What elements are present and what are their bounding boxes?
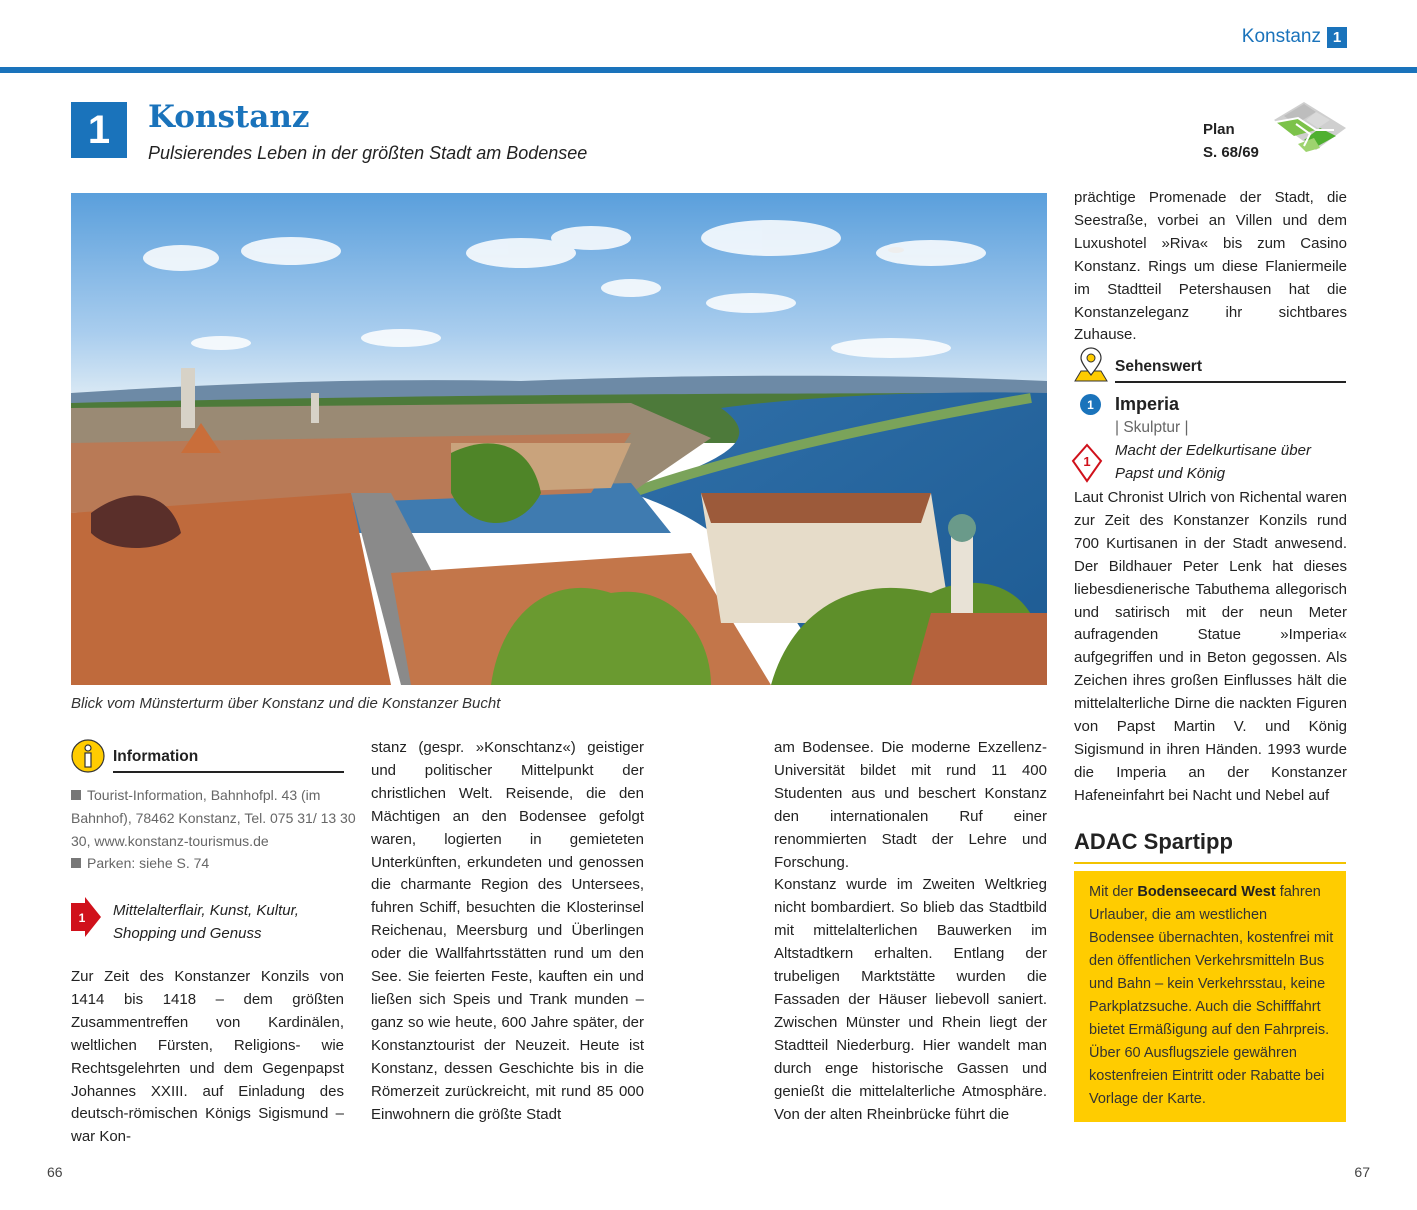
info-item: Tourist-Information, Bahnhofpl. 43 (im Bahnhof), 78462 Konstanz, Tel. 075 31/ 13 30 30, www.konstanz-tourismus.de xyxy=(71,787,356,849)
adac-highlight: Bodenseecard West xyxy=(1137,884,1276,900)
chapter-subtitle: Pulsierendes Leben in der größten Stadt am Bodensee xyxy=(148,143,588,163)
sight-type: | Skulptur | xyxy=(1115,419,1189,436)
info-list xyxy=(71,784,356,875)
city-map-icon xyxy=(1270,100,1348,158)
paragraph: prächtige Promenade der Stadt, die Seestraße, vorbei an Villen und dem Luxushotel »Riva« bis zum Casino Konstanz. Rings um diese Flaniermeile im Stadtteil Petershausen hat die Konstanzeleganz ihr sichtbares Zuhause. xyxy=(1074,189,1347,344)
page-number-right: 67 xyxy=(1354,1164,1370,1180)
paragraph: am Bodensee. Die moderne Exzellenz-Universität bildet mit rund 11 400 Studenten aus und beschert Konstanz den internationalen Ruf einer renommierten Stadt der Lehre und Forschung. xyxy=(774,739,1047,871)
sehenswert-rule xyxy=(1115,381,1346,383)
pin-number: 1 xyxy=(1083,454,1091,469)
body-column-3 xyxy=(774,737,1047,1126)
photo-caption: Blick vom Münsterturm über Konstanz und die Konstanzer Bucht xyxy=(71,695,501,712)
page-number-left: 66 xyxy=(47,1164,63,1180)
info-item: Parken: siehe S. 74 xyxy=(71,852,356,875)
plan-reference[interactable] xyxy=(1203,118,1259,164)
sight-description: Macht der Edelkurtisane über Papst und König xyxy=(1115,442,1311,482)
body-column-4 xyxy=(1074,187,1347,347)
running-head-title: Konstanz xyxy=(1241,26,1321,47)
sight-number-badge: 1 xyxy=(1080,394,1101,415)
running-head xyxy=(1242,26,1347,48)
paragraph: Zur Zeit des Konstanzer Konzils von 1414 bis 1418 – dem größten Zusammentreffen von Kardinälen, weltlichen Fürsten, Religions- wie Rechtsgelehrten und dem Gegenpapst Johannes XXIII. auf Einladung des deutsch-römischen Königs Sigismund – war Kon- xyxy=(71,968,344,1146)
chapter-number-badge: 1 xyxy=(71,102,127,158)
konstanz-panorama-photo xyxy=(71,193,1047,685)
info-icon xyxy=(71,739,105,773)
sight-name: Imperia xyxy=(1115,394,1180,414)
paragraph: Laut Chronist Ulrich von Richental waren zur Zeit des Konstanzer Konzils rund 700 Kurtisanen in der Stadt anwesend. Der Bildhauer Peter Lenk hat dieses liebesdienerische Tabuthema allegorisch und satirisch mit der neun Meter aufragenden Statue »Imperia« aufgegriffen und in Beton gegossen. Als Zeichen ihres großen Einflusses hält die mittelalterliche Dirne die nackten Figuren von Papst Martin V. und König Sigismund in ihren Händen. 1993 wurde die Imperia an der Konstanzer Hafeneinfahrt bei Nacht und Nebel auf xyxy=(1074,489,1347,804)
highlight-pin-icon xyxy=(1071,441,1103,483)
body-column-1 xyxy=(71,966,344,1149)
sight-location-icon xyxy=(1073,347,1109,383)
adac-spartipp-heading: ADAC Spartipp xyxy=(1074,829,1233,854)
paragraph: stanz (gespr. »Konschtanz«) geistiger und politischer Mittelpunkt der christlichen Welt. Reisende, die den Mächtigen an den Bodensee gefolgt waren, logierten in gemieteten Unterkünften, erkundeten und genossen die charmante Region des Untersees, fuhren Schiff, besuchten die Klosterinsel Reichenau, Meersburg und Überlingen oder die Wallfahrtsstätten rund um den See. Sie feierten Feste, kauften ein und ließen sich Speis und Trank munden – ganz so wie heute, 600 Jahre später, der Konstanztourist der Neuzeit. Heute ist Konstanz, dessen Geschichte bis in die Römerzeit zurückreicht, mit rund 85 000 Einwohnern die größte Stadt xyxy=(371,739,644,1123)
tip-text: Mittelalterflair, Kunst, Kultur, Shopping und Genuss xyxy=(113,902,299,942)
header-rule xyxy=(0,67,1417,73)
plan-pages: S. 68/69 xyxy=(1203,144,1259,161)
bullet-square-icon xyxy=(71,790,81,800)
info-heading: Information xyxy=(113,748,199,765)
chapter-title: Konstanz xyxy=(148,99,310,135)
adac-spartipp-box: Mit der Bodenseecard West fahren Urlauber, die am westlichen Bodensee übernachten, kostenfrei mit den öffentlichen Verkehrsmitteln Bus und Bahn – kein Verkehrsstau, keine Parkplatzsuche. Auch die Schifffahrt bietet Ermäßigung auf den Fahrpreis. Über 60 Ausflugsziele gewähren kostenfreien Eintritt oder Rabatte bei Vorlage der Karte. xyxy=(1074,871,1346,1122)
info-rule xyxy=(113,771,344,773)
body-column-5 xyxy=(1074,487,1347,808)
sehenswert-heading: Sehenswert xyxy=(1115,358,1203,375)
body-column-2 xyxy=(371,737,644,1126)
tip-number: 1 xyxy=(78,911,86,925)
plan-label: Plan xyxy=(1203,121,1235,138)
paragraph: Konstanz wurde im Zweiten Weltkrieg nicht bombardiert. So blieb das Stadtbild mit mittelalterlichen Bauwerken im Altstadtkern erhalten. Entlang der trubeligen Marktstätte wurden die Fassaden der Häuser liebevoll saniert. Zwischen Münster und Rhein liegt der Stadtteil Niederburg. Hier wandelt man durch enge historische Gassen und genießt die mittelalterliche Atmosphäre. Von der alten Rheinbrücke führt die xyxy=(774,876,1047,1123)
bullet-square-icon xyxy=(71,858,81,868)
adac-rule xyxy=(1074,862,1346,864)
tip-arrow-icon xyxy=(71,897,101,937)
running-head-number: 1 xyxy=(1327,27,1347,48)
